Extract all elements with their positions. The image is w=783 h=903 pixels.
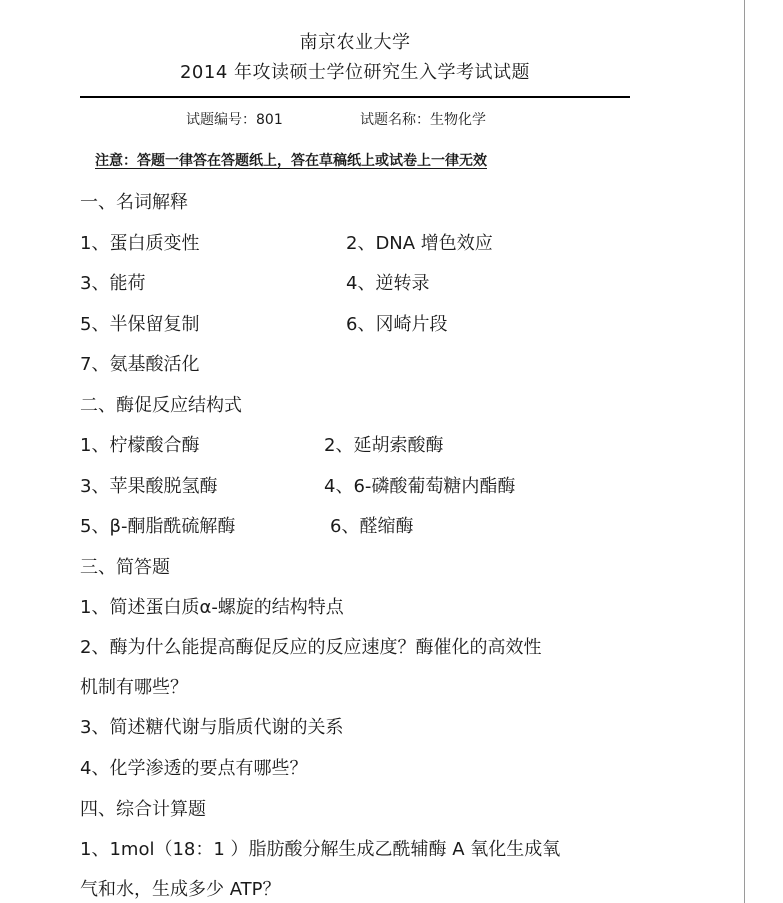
header-rule [80, 96, 630, 98]
university-name: 南京农业大学 [299, 32, 411, 53]
list-item: 3、能荷 [80, 273, 146, 294]
section-heading-4: 四、综合计算题 [80, 799, 206, 820]
list-item: 5、半保留复制 [80, 314, 200, 335]
list-item: 2、酶为什么能提高酶促反应的反应速度？酶催化的高效性 [80, 637, 542, 658]
list-item: 4、6-磷酸葡萄糖内酯酶 [324, 476, 516, 497]
list-item: 气和水，生成多少 ATP？ [80, 879, 281, 900]
list-item: 6、醛缩酶 [330, 516, 414, 537]
list-item: 1、柠檬酸合酶 [80, 435, 200, 456]
section-heading-2: 二、酶促反应结构式 [80, 395, 242, 416]
answer-notice: 注意：答题一律答在答题纸上，答在草稿纸上或试卷上一律无效 [95, 153, 487, 169]
list-item: 7、氨基酸活化 [80, 354, 200, 375]
list-item: 6、冈崎片段 [346, 314, 448, 335]
exam-subject: 试题名称：生物化学 [360, 112, 486, 128]
list-item: 2、DNA 增色效应 [346, 233, 493, 254]
page-edge-divider [744, 0, 745, 903]
list-item: 机制有哪些？ [80, 677, 188, 698]
list-item: 1、1mol（18：1 ）脂肪酸分解生成乙酰辅酶 A 氧化生成氧 [80, 839, 561, 860]
list-item: 3、简述糖代谢与脂质代谢的关系 [80, 717, 344, 738]
list-item: 4、逆转录 [346, 273, 430, 294]
list-item: 3、苹果酸脱氢酶 [80, 476, 218, 497]
list-item: 2、延胡索酸酶 [324, 435, 444, 456]
list-item: 5、β-酮脂酰硫解酶 [80, 516, 236, 537]
exam-title: 2014 年攻读硕士学位研究生入学考试试题 [179, 62, 531, 83]
section-heading-1: 一、名词解释 [80, 192, 188, 213]
list-item: 1、简述蛋白质α-螺旋的结构特点 [80, 597, 344, 618]
list-item: 4、化学渗透的要点有哪些？ [80, 758, 308, 779]
exam-code: 试题编号：801 [186, 112, 283, 128]
list-item: 1、蛋白质变性 [80, 233, 200, 254]
section-heading-3: 三、简答题 [80, 557, 170, 578]
